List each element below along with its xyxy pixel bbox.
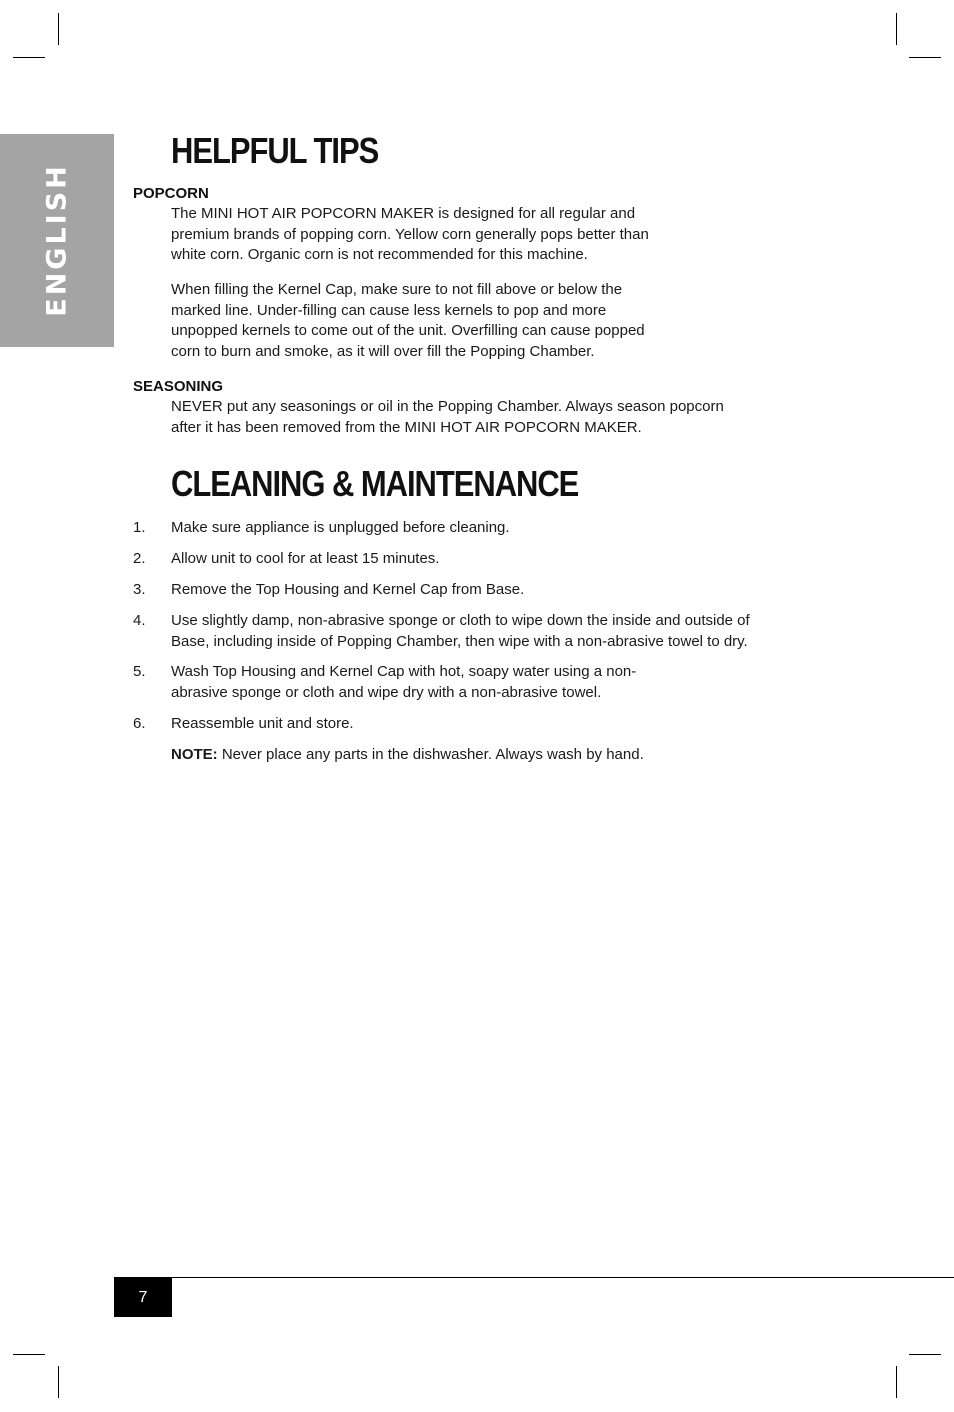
- popcorn-heading: POPCORN: [133, 185, 209, 202]
- step-text: [171, 549, 439, 570]
- crop-mark: [58, 1366, 59, 1398]
- popcorn-paragraph-2: [171, 280, 645, 362]
- step-number: 6.: [133, 715, 146, 732]
- text-line: premium brands of popping corn. Yellow corn generally pops better than: [171, 225, 649, 243]
- step-text: [171, 580, 524, 601]
- text-line: marked line. Under-filling can cause less kernels to pop and more: [171, 301, 607, 319]
- text-line: Allow unit to cool for at least 15 minutes.: [171, 550, 440, 567]
- step-number: 1.: [133, 519, 146, 536]
- note-label: NOTE:: [171, 746, 218, 763]
- note-text: Never place any parts in the dishwasher. Always wash by hand.: [217, 746, 644, 763]
- step-text: [171, 611, 750, 652]
- text-line: NEVER put any seasonings or oil in the Popping Chamber. Always season popcorn: [171, 398, 724, 415]
- text-line: Reassemble unit and store.: [171, 715, 354, 732]
- step-number: 3.: [133, 581, 146, 598]
- crop-mark: [909, 57, 941, 58]
- popcorn-paragraph-1: [171, 204, 649, 266]
- text-line: Base, including inside of Popping Chamber, then wipe with a non-abrasive towel to dry.: [171, 632, 748, 650]
- step-text: [171, 518, 510, 539]
- step-number: 5.: [133, 663, 146, 680]
- seasoning-paragraph: [171, 397, 724, 438]
- crop-mark: [13, 57, 45, 58]
- language-tab: [0, 134, 114, 347]
- text-line: Use slightly damp, non-abrasive sponge or cloth to wipe down the inside and outside of: [171, 612, 750, 629]
- crop-mark: [909, 1354, 941, 1355]
- step-number: 2.: [133, 550, 146, 567]
- text-line: white corn. Organic corn is not recommended for this machine.: [171, 246, 588, 263]
- text-line: The MINI HOT AIR POPCORN MAKER is designed for all regular and: [171, 205, 636, 222]
- text-line: Wash Top Housing and Kernel Cap with hot, soapy water using a non-: [171, 663, 637, 680]
- text-line: Remove the Top Housing and Kernel Cap from Base.: [171, 581, 525, 598]
- crop-mark: [896, 1366, 897, 1398]
- crop-mark: [58, 13, 59, 45]
- step-text: [171, 714, 354, 735]
- text-line: unpopped kernels to come out of the unit. Overfilling can cause popped: [171, 322, 645, 339]
- language-label: ENGLISH: [41, 163, 73, 317]
- helpful-tips-title: HELPFUL TIPS: [171, 130, 379, 171]
- page-number: 7: [114, 1278, 172, 1317]
- text-line: abrasive sponge or cloth and wipe dry with a non-abrasive towel.: [171, 683, 602, 701]
- crop-mark: [13, 1354, 45, 1355]
- text-line: When filling the Kernel Cap, make sure to not fill above or below the: [171, 281, 623, 298]
- cleaning-maintenance-title: CLEANING & MAINTENANCE: [171, 463, 579, 504]
- text-line: after it has been removed from the MINI HOT AIR POPCORN MAKER.: [171, 418, 642, 436]
- seasoning-heading: SEASONING: [133, 378, 224, 395]
- text-line: Make sure appliance is unplugged before cleaning.: [171, 519, 510, 536]
- step-number: 4.: [133, 612, 146, 629]
- step-text: [171, 662, 636, 703]
- text-line: corn to burn and smoke, as it will over fill the Popping Chamber.: [171, 342, 595, 360]
- footer-rule: [114, 1277, 954, 1278]
- crop-mark: [896, 13, 897, 45]
- cleaning-note: [171, 745, 644, 766]
